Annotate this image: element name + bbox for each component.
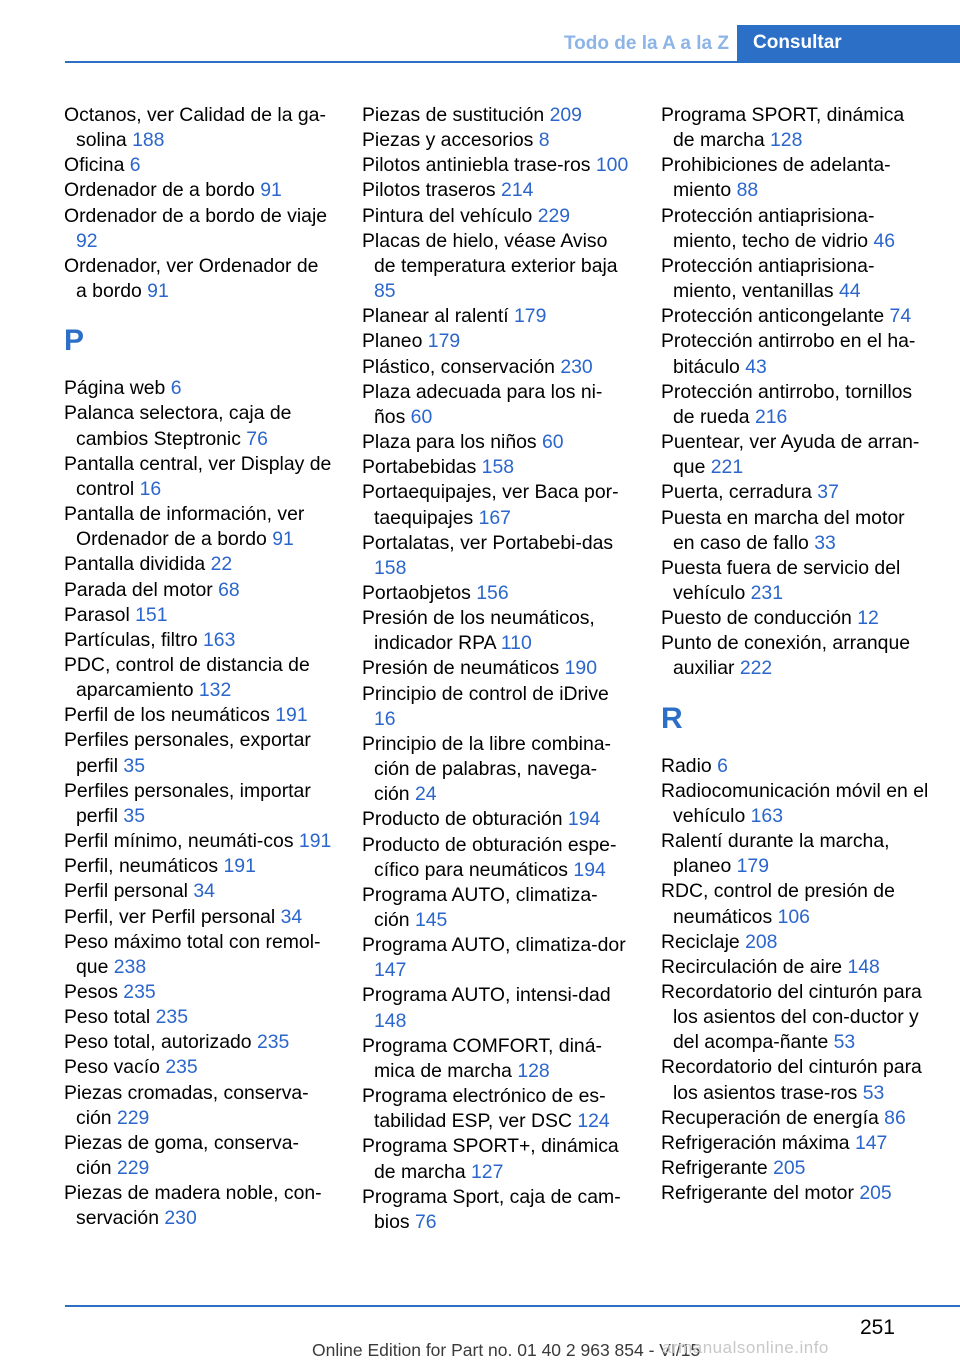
index-entry-text: Perfil, neumáticos — [64, 855, 219, 878]
index-entry — [661, 480, 931, 505]
index-entry — [661, 329, 931, 379]
index-entry — [362, 153, 632, 178]
index-entry-text: Presión de neumáticos — [362, 657, 560, 680]
page-link[interactable]: 22 — [210, 553, 233, 576]
index-entry — [362, 178, 632, 203]
page-link[interactable]: 179 — [427, 330, 461, 353]
page-link[interactable]: 60 — [542, 431, 564, 454]
page-link[interactable]: 6 — [717, 754, 728, 777]
index-entry-text: Perfiles personales, importar perfil — [64, 779, 311, 827]
page-link[interactable]: 16 — [139, 477, 162, 500]
index-entry-text: Peso vacío — [64, 1056, 160, 1079]
page-link[interactable]: 24 — [414, 783, 437, 806]
index-entry — [64, 1081, 334, 1131]
page-link[interactable]: 91 — [260, 179, 282, 202]
index-entry-text: Planear al ralentí — [362, 305, 509, 328]
index-entry-text: Portaobjetos — [362, 581, 471, 604]
index-entry-text: Planeo — [362, 330, 423, 353]
page-link[interactable]: 163 — [750, 804, 783, 827]
index-entry-text: Refrigerante del motor — [661, 1182, 854, 1205]
index-entry-text: Ralentí durante la marcha, planeo — [661, 830, 890, 878]
index-entry — [362, 833, 632, 883]
index-entry-text: Oficina — [64, 154, 125, 177]
page-link[interactable]: 44 — [839, 280, 861, 303]
index-entry — [64, 905, 334, 930]
index-entry-text: Pantalla de información, ver Ordenador de a bordo — [64, 503, 305, 551]
index-entry-text: Octanos, ver Calidad de la ga‐solina — [64, 104, 326, 152]
page-link[interactable]: 231 — [750, 581, 783, 604]
index-entry — [362, 682, 632, 732]
index-entry-text: Puerta, cerradura — [661, 481, 812, 504]
page-link[interactable]: 35 — [123, 754, 145, 777]
page-link[interactable]: 34 — [280, 905, 303, 928]
index-entry — [64, 1055, 334, 1080]
index-entry — [362, 732, 632, 807]
index-entry — [64, 1030, 334, 1055]
page-link[interactable]: 53 — [862, 1081, 885, 1104]
index-entry — [661, 955, 931, 980]
page-link[interactable]: 167 — [478, 506, 511, 529]
index-entry-text: Radio — [661, 754, 712, 777]
index-entry — [661, 1131, 931, 1156]
index-entry-text: Programa SPORT, dinámica de marcha — [661, 104, 905, 152]
index-entry — [64, 728, 334, 778]
page-link[interactable]: 88 — [736, 179, 759, 202]
page-link[interactable]: 230 — [560, 355, 593, 378]
index-entry-text: Puesta fuera de servicio del vehículo — [661, 556, 901, 604]
index-entry-text: Reciclaje — [661, 930, 740, 953]
index-entry-text: Portalatas, ver Portabebi‐das — [362, 531, 614, 554]
index-entry — [64, 603, 334, 628]
page-link[interactable]: 43 — [745, 355, 767, 378]
page-link[interactable]: 191 — [298, 830, 332, 853]
index-entry-text: Perfil, ver Perfil personal — [64, 905, 276, 928]
index-entry-text: Refrigeración máxima — [661, 1131, 850, 1154]
page-link[interactable]: 194 — [567, 808, 601, 831]
page-link[interactable]: 33 — [814, 531, 836, 554]
page-link[interactable]: 235 — [165, 1056, 198, 1079]
index-entry — [661, 631, 931, 681]
section-tab[interactable]: Todo de la A a la Z — [563, 33, 729, 54]
page-link[interactable]: 6 — [170, 377, 182, 400]
index-entry-text: Recordatorio del cinturón para los asientos del con‐ductor y del acompa‐ñante — [661, 981, 922, 1054]
page-link[interactable]: 214 — [501, 179, 534, 202]
index-entry-text: Producto de obturación — [362, 808, 563, 831]
page-link[interactable]: 235 — [123, 981, 156, 1003]
index-entry-text: Peso total, autorizado — [64, 1031, 252, 1054]
index-entry — [362, 656, 632, 681]
page-link[interactable]: 106 — [777, 905, 810, 928]
page-link[interactable]: 209 — [549, 104, 582, 126]
index-entry-text: Perfil de los neumáticos — [64, 704, 270, 727]
index-column-1 — [64, 103, 334, 1232]
index-entry — [64, 578, 334, 603]
index-entry-text: Programa Sport, caja de cam‐bios — [362, 1185, 621, 1233]
index-entry-text: Pilotos traseros — [362, 179, 496, 202]
header-bar — [0, 0, 960, 62]
index-entry-text: Programa SPORT+, dinámica de marcha — [362, 1135, 619, 1183]
page-link[interactable]: 37 — [817, 481, 839, 504]
page-link[interactable]: 151 — [135, 603, 168, 626]
index-entry — [661, 779, 931, 829]
index-entry-text: Pintura del vehículo — [362, 204, 533, 227]
index-entry — [661, 879, 931, 929]
index-entry-text: Piezas de goma, conserva‐ción — [64, 1131, 299, 1180]
index-entry-text: Protección antiaprisiona‐miento, techo de vidrio — [661, 204, 875, 252]
index-entry-text: Refrigerante — [661, 1157, 768, 1180]
index-entry — [661, 204, 931, 254]
index-entry-text: Pilotos antiniebla trase‐ros — [362, 154, 591, 177]
page-link[interactable]: 194 — [573, 858, 606, 881]
page-link[interactable]: 124 — [577, 1110, 610, 1133]
index-entry — [661, 153, 931, 203]
page-link[interactable]: 148 — [374, 1009, 407, 1032]
index-entry-text: Portaequipajes, ver Baca por‐taequipajes — [362, 481, 619, 529]
index-entry-text: Principio de la libre combina‐ción de palabras, navega‐ción — [362, 732, 611, 806]
index-entry-text: Programa AUTO, climatiza‐ción — [362, 883, 598, 931]
page-link[interactable]: 208 — [745, 930, 778, 953]
index-entry — [362, 455, 632, 480]
index-entry — [661, 506, 931, 556]
index-entry-text: Principio de control de iDrive — [362, 682, 609, 705]
page-link[interactable]: 191 — [223, 855, 256, 878]
index-entry — [661, 754, 931, 779]
index-entry-text: Plaza para los niños — [362, 431, 537, 454]
index-column-3 — [661, 103, 931, 1206]
index-entry-text: Pantalla central, ver Display de control — [64, 452, 332, 500]
index-entry — [362, 380, 632, 430]
page-link[interactable]: 222 — [739, 657, 773, 680]
index-entry — [64, 1131, 334, 1181]
index-letter-heading: R — [661, 701, 683, 735]
index-entry — [661, 1181, 931, 1206]
index-entry-text: Protección anticongelante — [661, 305, 885, 328]
index-entry — [661, 1055, 931, 1105]
index-entry-text: Programa COMFORT, diná‐mica de marcha — [362, 1034, 602, 1082]
index-entry — [362, 1185, 632, 1235]
page-link[interactable]: 16 — [374, 707, 396, 730]
index-entry-text: Punto de conexión, arranque auxiliar — [661, 632, 911, 680]
index-entry-text: Puentear, ver Ayuda de arran‐que — [661, 431, 920, 479]
index-entry — [362, 355, 632, 380]
index-entry — [64, 703, 334, 728]
consultar-tab[interactable]: Consultar — [737, 25, 960, 62]
page-link[interactable]: 8 — [538, 129, 550, 152]
index-entry — [64, 376, 334, 401]
index-entry — [64, 552, 334, 577]
page-link[interactable]: 100 — [595, 154, 629, 177]
page-link[interactable]: 46 — [873, 229, 896, 252]
page-link[interactable]: 68 — [218, 578, 240, 601]
index-entry — [661, 430, 931, 480]
page-link[interactable]: 110 — [500, 632, 532, 655]
index-entry — [362, 933, 632, 983]
index-entry — [661, 930, 931, 955]
index-entry-text: Página web — [64, 377, 166, 400]
page-link[interactable]: 91 — [272, 528, 294, 551]
index-entry-text: Ordenador, ver Ordenador de a bordo — [64, 254, 319, 303]
index-entry — [661, 254, 931, 304]
page-link[interactable]: 147 — [854, 1131, 888, 1154]
index-entry — [661, 103, 931, 153]
index-column-2 — [362, 103, 632, 1235]
index-entry — [64, 879, 334, 904]
index-entry-text: Presión de los neumáticos, indicador RPA — [362, 607, 595, 655]
index-entry-text: Piezas de sustitución — [362, 104, 545, 126]
index-entry — [362, 103, 632, 128]
page-link[interactable]: 91 — [147, 280, 169, 303]
index-entry-text: Radiocomunicación móvil en el vehículo — [661, 779, 929, 827]
index-entry-text: Partículas, filtro — [64, 628, 198, 651]
index-entry — [661, 1156, 931, 1181]
index-entry — [64, 452, 334, 502]
page-link[interactable]: 128 — [517, 1059, 550, 1082]
index-entry-text: Perfil personal — [64, 880, 188, 903]
index-entry — [661, 304, 931, 329]
index-entry — [362, 1034, 632, 1084]
index-entry-text: Recordatorio del cinturón para los asientos trase‐ros — [661, 1056, 922, 1104]
index-entry-text: Protección antirrobo, tornillos de rueda — [661, 380, 913, 428]
header-divider — [65, 61, 960, 63]
index-entry-text: Piezas cromadas, conserva‐ción — [64, 1081, 309, 1129]
page-link[interactable]: 163 — [203, 628, 236, 651]
index-entry — [64, 153, 334, 178]
page-link[interactable]: 6 — [129, 154, 141, 177]
page-link[interactable]: 235 — [155, 1006, 188, 1029]
index-entry-text: Pantalla dividida — [64, 553, 206, 576]
page-link[interactable]: 76 — [414, 1210, 437, 1233]
index-letter-heading: P — [64, 324, 85, 358]
page-link[interactable]: 86 — [884, 1106, 906, 1129]
index-entry — [64, 854, 334, 879]
index-entry-text: Puesta en marcha del motor en caso de fallo — [661, 506, 905, 554]
index-entry — [362, 983, 632, 1033]
index-entry — [64, 178, 334, 203]
index-entry — [64, 401, 334, 451]
index-entry-text: Peso máximo total con remol‐que — [64, 930, 321, 978]
page-link[interactable]: 145 — [414, 909, 448, 931]
index-entry — [362, 304, 632, 329]
index-entry-text: Recuperación de energía — [661, 1106, 879, 1129]
page-link[interactable]: 158 — [374, 556, 407, 579]
index-entry — [64, 1181, 334, 1231]
index-entry — [661, 829, 931, 879]
index-entry-text: Programa AUTO, intensi‐dad — [362, 984, 611, 1007]
index-entry-text: PDC, control de distancia de aparcamiento — [64, 653, 310, 702]
index-entry — [362, 581, 632, 606]
index-entry-text: Producto de obturación espe‐cífico para neumáticos — [362, 833, 617, 881]
index-entry — [64, 930, 334, 980]
index-entry-text: Palanca selectora, caja de cambios Steptronic — [64, 402, 292, 450]
index-entry — [362, 1134, 632, 1184]
index-entry-text: Protección antirrobo en el ha‐bitáculo — [661, 330, 916, 378]
page-link[interactable]: 76 — [246, 427, 268, 450]
page-link[interactable]: 229 — [116, 1157, 150, 1180]
page-link[interactable]: 221 — [710, 456, 744, 479]
index-entry — [661, 606, 931, 631]
page-link[interactable]: 156 — [476, 581, 509, 604]
index-entry — [64, 254, 334, 304]
page-link[interactable]: 191 — [275, 704, 308, 727]
index-entry — [64, 980, 334, 1005]
page-link[interactable]: 74 — [889, 305, 912, 328]
page-link[interactable]: 205 — [773, 1157, 806, 1180]
index-entry — [64, 829, 334, 854]
footer-divider — [65, 1305, 960, 1307]
index-entry — [362, 480, 632, 530]
index-entry-text: Prohibiciones de adelanta‐miento — [661, 154, 891, 202]
index-entry — [362, 204, 632, 229]
page-link[interactable]: 127 — [471, 1160, 504, 1183]
page-link[interactable]: 35 — [123, 804, 145, 827]
page-link[interactable]: 60 — [410, 405, 433, 428]
index-entry — [362, 430, 632, 455]
index-entry — [362, 229, 632, 304]
page-link[interactable]: 229 — [116, 1106, 150, 1129]
page-link[interactable]: 179 — [736, 855, 769, 878]
page-link[interactable]: 188 — [132, 129, 165, 152]
index-entry — [362, 606, 632, 656]
page-link[interactable]: 190 — [564, 657, 597, 680]
index-entry-text: Placas de hielo, véase Aviso de temperatura exterior baja — [362, 229, 618, 277]
index-entry-text: Recirculación de aire — [661, 955, 843, 978]
page-link[interactable]: 12 — [857, 607, 879, 630]
page-link[interactable]: 205 — [859, 1182, 892, 1205]
index-entry — [64, 628, 334, 653]
index-entry — [362, 1084, 632, 1134]
index-entry — [661, 1106, 931, 1131]
page-link[interactable]: 148 — [847, 955, 880, 978]
index-entry-text: Peso total — [64, 1006, 151, 1029]
index-entry-text: Ordenador de a bordo de viaje — [64, 204, 328, 227]
page-link[interactable]: 85 — [374, 280, 396, 303]
index-entry-text: Plaza adecuada para los ni‐ños — [362, 380, 603, 428]
page-link[interactable]: 230 — [164, 1207, 197, 1230]
index-entry-text: Programa AUTO, climatiza‐dor — [362, 934, 626, 957]
index-entry-text: RDC, control de presión de neumáticos — [661, 880, 895, 928]
page-link[interactable]: 92 — [76, 229, 98, 252]
page-link[interactable]: 238 — [113, 955, 147, 978]
index-entry — [362, 883, 632, 933]
page-link[interactable]: 158 — [481, 456, 515, 479]
index-entry-text: Programa electrónico de es‐tabilidad ESP, ver DSC — [362, 1085, 606, 1133]
page-link[interactable]: 179 — [514, 305, 547, 328]
page-link[interactable]: 128 — [770, 129, 803, 152]
index-entry — [362, 128, 632, 153]
index-entry — [661, 556, 931, 606]
index-entry-text: Pesos — [64, 981, 118, 1003]
index-entry-text: Portabebidas — [362, 456, 477, 479]
index-entry — [661, 980, 931, 1055]
page-link[interactable]: 216 — [754, 405, 788, 428]
index-entry — [362, 531, 632, 581]
index-entry — [362, 329, 632, 354]
index-entry — [64, 653, 334, 703]
index-entry-text: Puesto de conducción — [661, 607, 852, 630]
index-entry — [64, 1005, 334, 1030]
page-link[interactable]: 147 — [374, 959, 407, 982]
index-entry — [64, 204, 334, 254]
watermark: armanualsonline.info — [662, 1338, 829, 1357]
index-entry — [362, 807, 632, 832]
index-entry-text: Parada del motor — [64, 578, 213, 601]
page-link[interactable]: 34 — [193, 880, 215, 903]
index-entry — [64, 103, 334, 153]
index-entry-text: Ordenador de a bordo — [64, 179, 255, 202]
index-entry-text: Plástico, conservación — [362, 355, 555, 378]
index-entry-text: Perfil mínimo, neumáti‐cos — [64, 830, 294, 853]
page-link[interactable]: 235 — [256, 1031, 290, 1054]
page-number: 251 — [859, 1316, 895, 1339]
index-entry-text: Perfiles personales, exportar perfil — [64, 729, 311, 777]
index-entry — [64, 779, 334, 829]
index-entry — [661, 380, 931, 430]
index-entry — [64, 502, 334, 552]
edition-note: Online Edition for Part no. 01 40 2 963 854 - VI/15 — [312, 1340, 701, 1360]
index-entry-text: Protección antiaprisiona‐miento, ventanillas — [661, 254, 875, 303]
index-entry-text: Piezas de madera noble, con‐servación — [64, 1182, 322, 1230]
index-entry-text: Parasol — [64, 603, 130, 626]
page-link[interactable]: 132 — [198, 679, 232, 702]
index-entry-text: Piezas y accesorios — [362, 129, 534, 152]
page-link[interactable]: 229 — [537, 204, 571, 227]
page-link[interactable]: 53 — [833, 1031, 856, 1054]
